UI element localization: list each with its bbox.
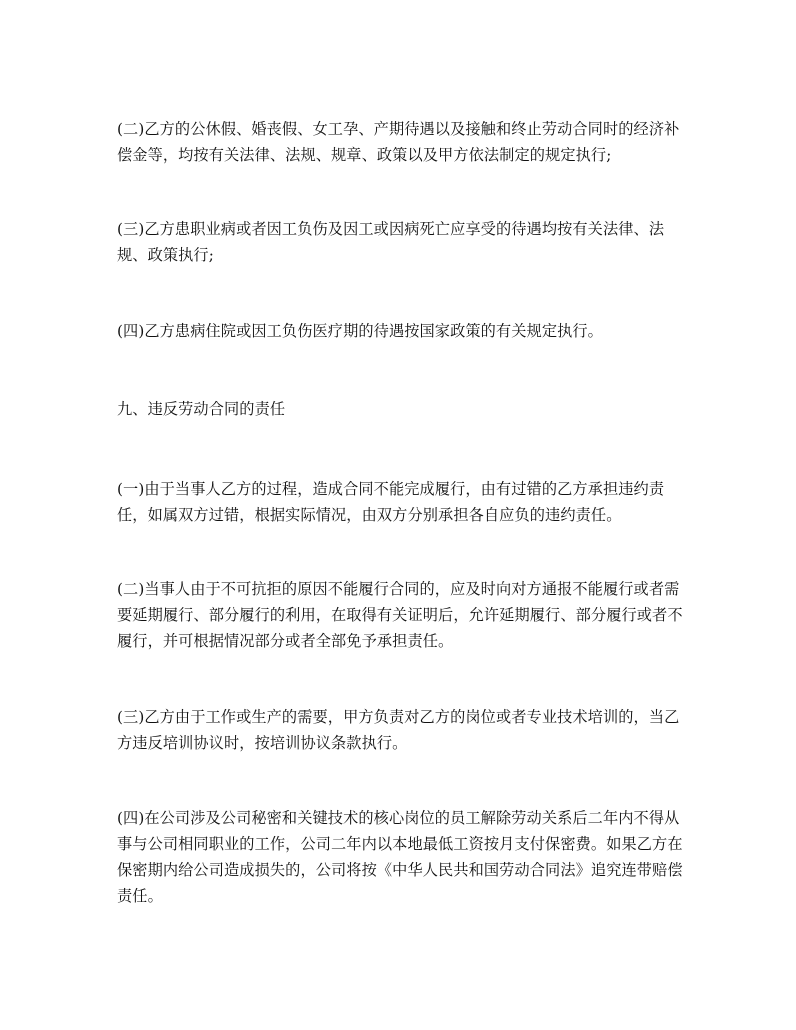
- paragraph-occupational-disease: (三)乙方患职业病或者因工负伤及因工或因病死亡应享受的待遇均按有关法律、法规、政策执行;: [117, 220, 665, 264]
- paragraph-training-agreement: (三)乙方由于工作或生产的需要，甲方负责对乙方的岗位或者专业技术培训的，当乙方违反培训协议时，按培训协议条款执行。: [117, 708, 680, 752]
- section-heading-breach-liability: 九、违反劳动合同的责任: [117, 400, 286, 418]
- paragraph-force-majeure: (二)当事人由于不可抗拒的原因不能履行合同的，应及时向对方通报不能履行或者需要延期履行、部分履行的利用，在取得有关证明后，允许延期履行、部分履行或者不履行，并可根据情况部分或者全部免予承担责任。: [117, 580, 683, 650]
- paragraph-confidentiality: (四)在公司涉及公司秘密和关键技术的核心岗位的员工解除劳动关系后二年内不得从事与公司相同职业的工作，公司二年内以本地最低工资按月支付保密费。如果乙方在保密期内给公司造成损失的，公司将按《中华人民共和国劳动合同法》追究连带赔偿责任。: [117, 809, 683, 905]
- paragraph-leave-benefits: (二)乙方的公休假、婚丧假、女工孕、产期待遇以及接触和终止劳动合同时的经济补偿金等，均按有关法律、法规、规章、政策以及甲方依法制定的规定执行;: [117, 120, 680, 164]
- paragraph-medical-period: (四)乙方患病住院或因工负伤医疗期的待遇按国家政策的有关规定执行。: [117, 322, 603, 340]
- paragraph-fault-liability: (一)由于当事人乙方的过程，造成合同不能完成履行，由有过错的乙方承担违约责任，如属双方过错，根据实际情况，由双方分别承担各自应负的违约责任。: [117, 480, 665, 524]
